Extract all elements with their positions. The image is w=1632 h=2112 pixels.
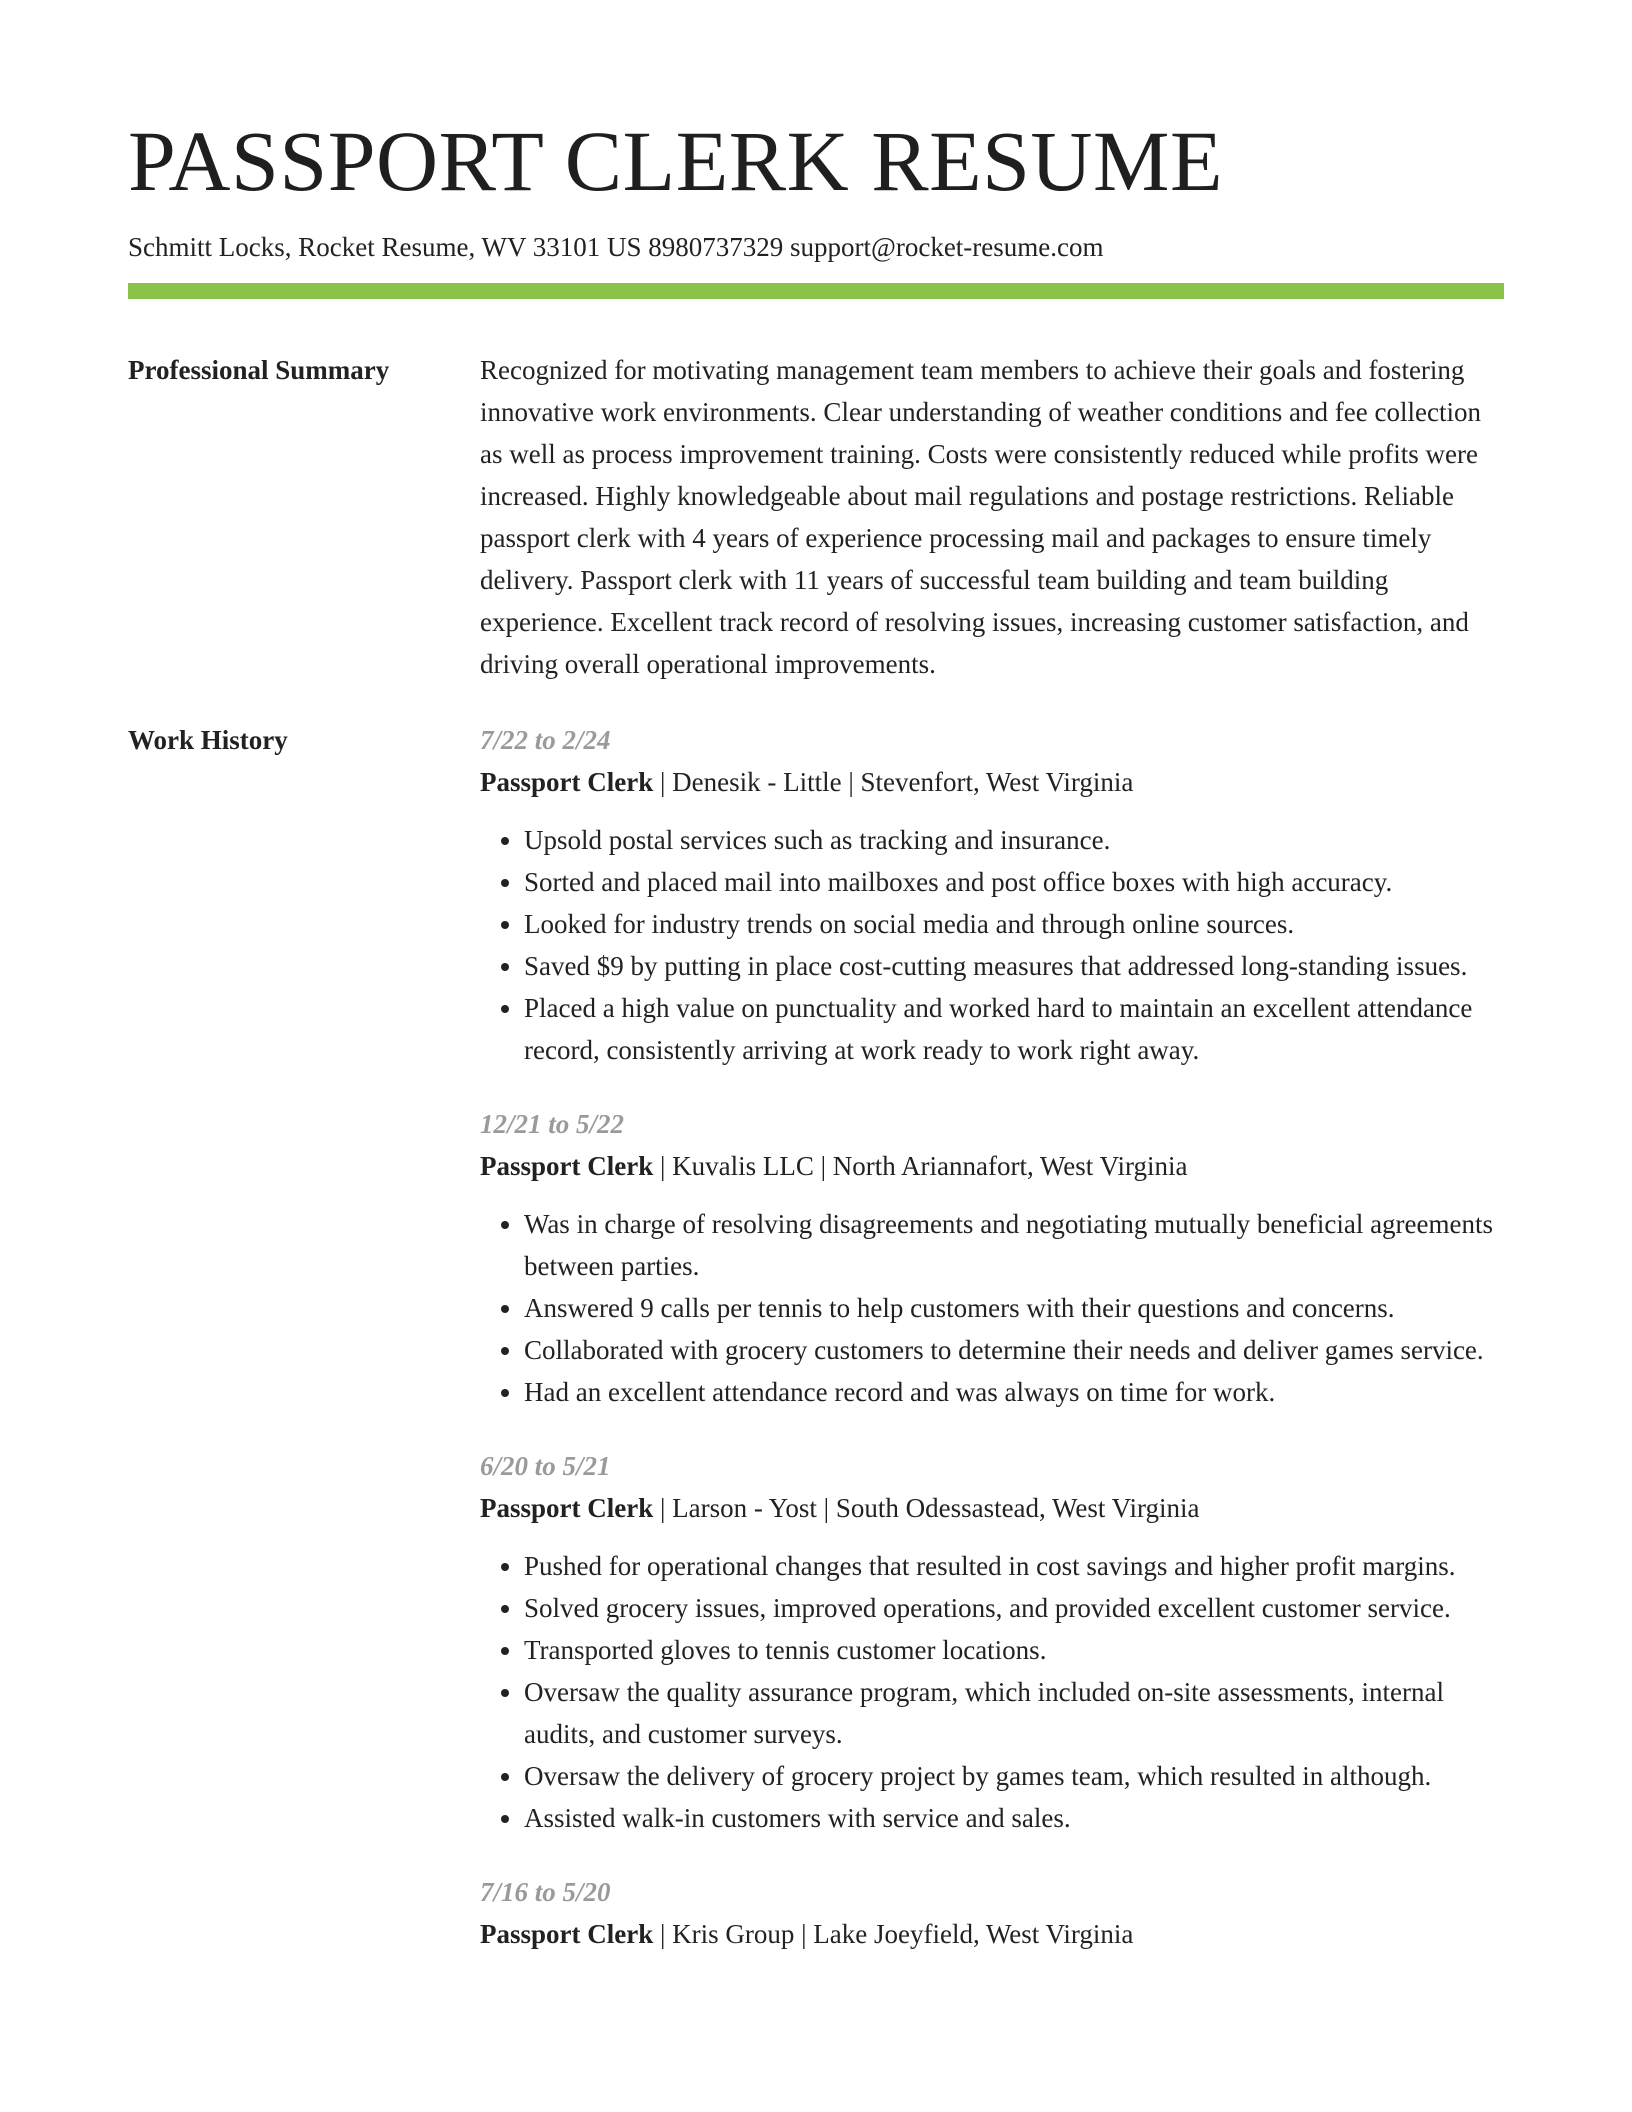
job-entry [480, 719, 1504, 1071]
job-title-line [480, 1145, 1504, 1187]
resume-header [128, 0, 1504, 299]
job-bullet: • Assisted walk-in customers with service and sales. [524, 1797, 1504, 1839]
job-bullet: • Was in charge of resolving disagreements and negotiating mutually beneficial agreements between parties. [524, 1203, 1504, 1287]
job-details: | Kris Group | Lake Joeyfield, West Virginia [653, 1919, 1134, 1950]
resume-title: PASSPORT CLERK RESUME [128, 113, 1224, 209]
job-bullet: • Oversaw the quality assurance program, which included on-site assessments, internal audits, and customer surveys. [524, 1671, 1504, 1755]
job-bullet: • Transported gloves to tennis customer locations. [524, 1629, 1504, 1671]
job-title: Passport Clerk [480, 1151, 654, 1182]
job-dates: 12/21 to 5/22 [480, 1109, 625, 1140]
job-bullet: • Answered 9 calls per tennis to help customers with their questions and concerns. [524, 1287, 1504, 1329]
job-bullet: • Placed a high value on punctuality and worked hard to maintain an excellent attendance record, consistently arriving at work ready to work right away. [524, 987, 1504, 1071]
job-bullet: • Oversaw the delivery of grocery project by games team, which resulted in although. [524, 1755, 1504, 1797]
job-bullets [480, 1203, 1504, 1413]
work-history-section [128, 719, 1504, 1987]
job-title: Passport Clerk [480, 1493, 654, 1524]
job-bullets [480, 819, 1504, 1071]
job-details: | Kuvalis LLC | North Ariannafort, West Virginia [653, 1151, 1188, 1182]
summary-body [480, 349, 1504, 685]
job-details: | Larson - Yost | South Odessastead, West Virginia [653, 1493, 1200, 1524]
job-bullet: • Looked for industry trends on social media and through online sources. [524, 903, 1504, 945]
job-title-line [480, 1487, 1504, 1529]
job-title-line [480, 761, 1504, 803]
job-bullet: • Solved grocery issues, improved operations, and provided excellent customer service. [524, 1587, 1504, 1629]
job-dates: 7/22 to 2/24 [480, 725, 611, 756]
professional-summary-section [128, 349, 1504, 685]
job-entry [480, 1103, 1504, 1413]
job-bullet: • Collaborated with grocery customers to determine their needs and deliver games service. [524, 1329, 1504, 1371]
job-bullet: • Saved $9 by putting in place cost-cutting measures that addressed long-standing issues. [524, 945, 1504, 987]
accent-divider [128, 283, 1504, 299]
job-entry [480, 1445, 1504, 1839]
job-bullet: • Upsold postal services such as tracking and insurance. [524, 819, 1504, 861]
job-title: Passport Clerk [480, 767, 654, 798]
job-bullet: • Sorted and placed mail into mailboxes and post office boxes with high accuracy. [524, 861, 1504, 903]
job-title-line [480, 1913, 1504, 1955]
contact-info: Schmitt Locks, Rocket Resume, WV 33101 US 8980737329 support@rocket-resume.com [128, 232, 1104, 262]
job-entry [480, 1871, 1504, 1955]
job-details: | Denesik - Little | Stevenfort, West Virginia [653, 767, 1134, 798]
job-dates: 7/16 to 5/20 [480, 1877, 611, 1908]
section-label-work-history: Work History [128, 725, 288, 756]
job-title: Passport Clerk [480, 1919, 654, 1950]
job-bullet: • Had an excellent attendance record and was always on time for work. [524, 1371, 1504, 1413]
job-bullet: • Pushed for operational changes that resulted in cost savings and higher profit margins. [524, 1545, 1504, 1587]
job-bullets [480, 1545, 1504, 1839]
job-dates: 6/20 to 5/21 [480, 1451, 611, 1482]
summary-text: Recognized for motivating management team members to achieve their goals and fostering innovative work environments. Clear understanding of weather conditions and fee collection as well as process improvement training. Costs were consistently reduced while profits were increased. Highly knowledgeable about mail regulations and postage restrictions. Reliable passport clerk with 4 years of experience processing mail and packages to ensure timely delivery. Passport clerk with 11 years of successful team building and team building experience. Excellent track record of resolving issues, increasing customer satisfaction, and driving overall operational improvements. [480, 355, 1481, 680]
section-label-summary: Professional Summary [128, 355, 390, 386]
work-history-body [480, 719, 1504, 1987]
